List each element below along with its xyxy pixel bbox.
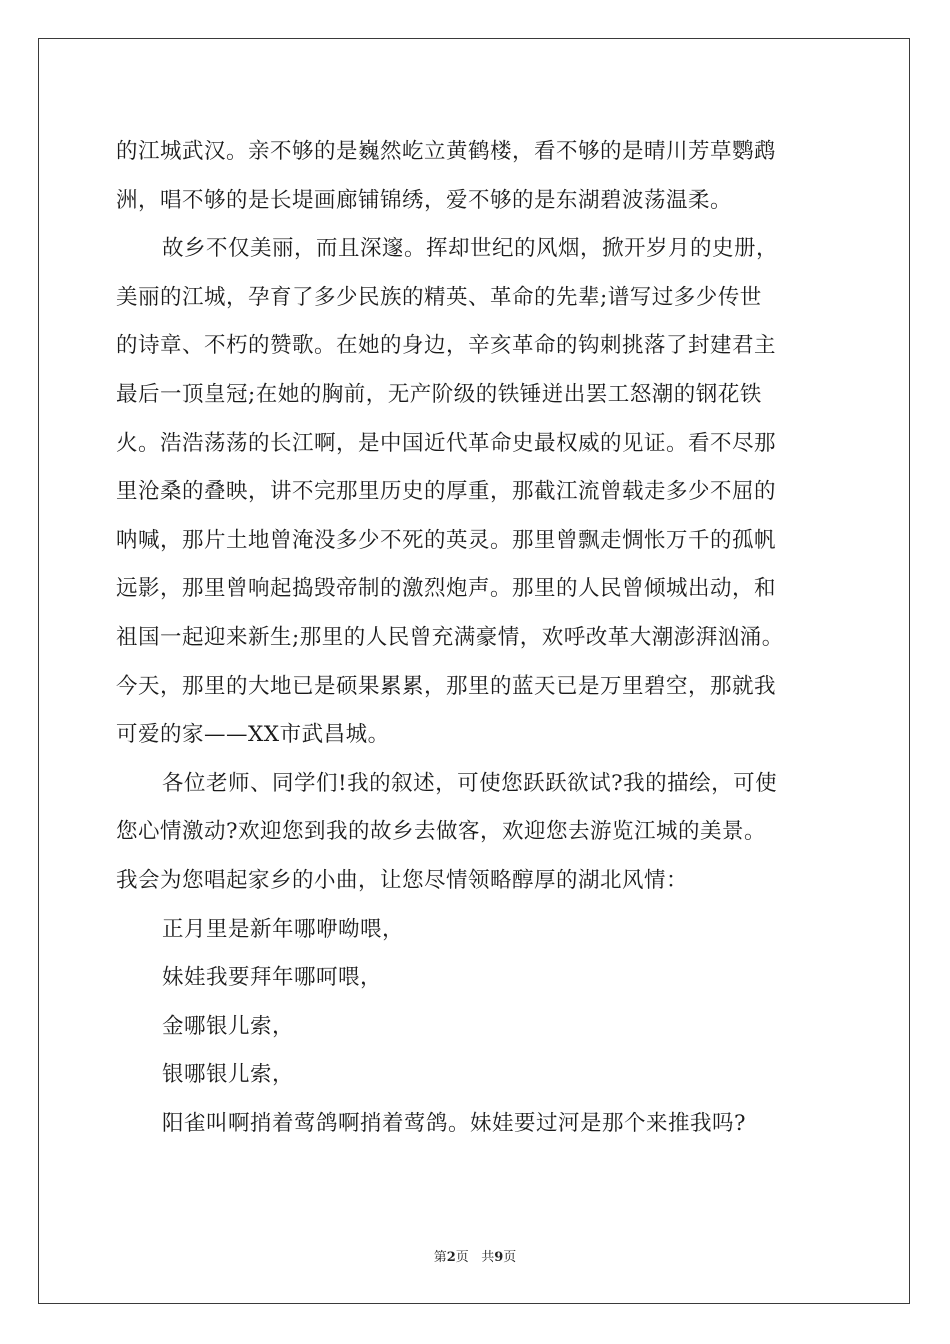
text-line: 洲，唱不够的是长堤画廊铺锦绣，爱不够的是东湖碧波荡温柔。: [116, 187, 733, 213]
text-line: 我会为您唱起家乡的小曲，让您尽情领略醇厚的湖北风情：: [116, 867, 689, 893]
text-line: 最后一顶皇冠;在她的胸前，无产阶级的铁锤迸出罢工怒潮的钢花铁: [116, 381, 762, 407]
text-line: 银哪银儿索，: [162, 1062, 295, 1088]
text-line: 今天，那里的大地已是硕果累累，那里的蓝天已是万里碧空，那就我: [116, 673, 777, 699]
footer-total-prefix: 共: [481, 1250, 495, 1265]
text-line: 阳雀叫啊捎着莺鸽啊捎着莺鸽。妹娃要过河是那个来推我吗?: [162, 1110, 747, 1136]
text-line: 您心情激动?欢迎您到我的故乡去做客，欢迎您去游览江城的美景。: [116, 819, 767, 845]
document-body: [116, 128, 836, 1148]
text-line: 的诗章、不朽的赞歌。在她的身边，辛亥革命的钩刺挑落了封建君主: [116, 333, 777, 359]
text-line: 美丽的江城，孕育了多少民族的精英、革命的先辈;谱写过多少传世: [116, 284, 762, 310]
text-line: 里沧桑的叠映，讲不完那里历史的厚重，那截江流曾载走多少不屈的: [116, 479, 777, 505]
text-line: 呐喊，那片土地曾淹没多少不死的英灵。那里曾飘走惆怅万千的孤帆: [116, 527, 777, 553]
page-footer: [0, 1246, 950, 1265]
footer-prefix: 第: [433, 1250, 447, 1265]
text-line: 远影，那里曾响起捣毁帝制的激烈炮声。那里的人民曾倾城出动，和: [116, 576, 777, 602]
text-line: 的江城武汉。亲不够的是巍然屹立黄鹤楼，看不够的是晴川芳草鹦鹉: [116, 139, 777, 164]
footer-page-suffix: 页: [455, 1250, 469, 1265]
text-line: 正月里是新年哪咿呦喂，: [162, 916, 405, 942]
text-line: 可爱的家——XX市武昌城。: [116, 722, 390, 748]
text-line: 妹娃我要拜年哪呵喂，: [162, 965, 383, 991]
text-line: 火。浩浩荡荡的长江啊，是中国近代革命史最权威的见证。看不尽那: [116, 430, 777, 456]
text-line: 祖国一起迎来新生;那里的人民曾充满豪情，欢呼改革大潮澎湃汹涌。: [116, 624, 784, 650]
text-line: 金哪银儿索，: [162, 1013, 295, 1039]
text-line: 故乡不仅美丽，而且深邃。挥却世纪的风烟，掀开岁月的史册，: [162, 236, 779, 262]
footer-total-suffix: 页: [503, 1250, 517, 1265]
text-line: 各位老师、同学们!我的叙述，可使您跃跃欲试?我的描绘，可使: [162, 770, 778, 796]
current-page-number: 2: [446, 1250, 456, 1265]
total-pages-number: 9: [494, 1250, 504, 1265]
